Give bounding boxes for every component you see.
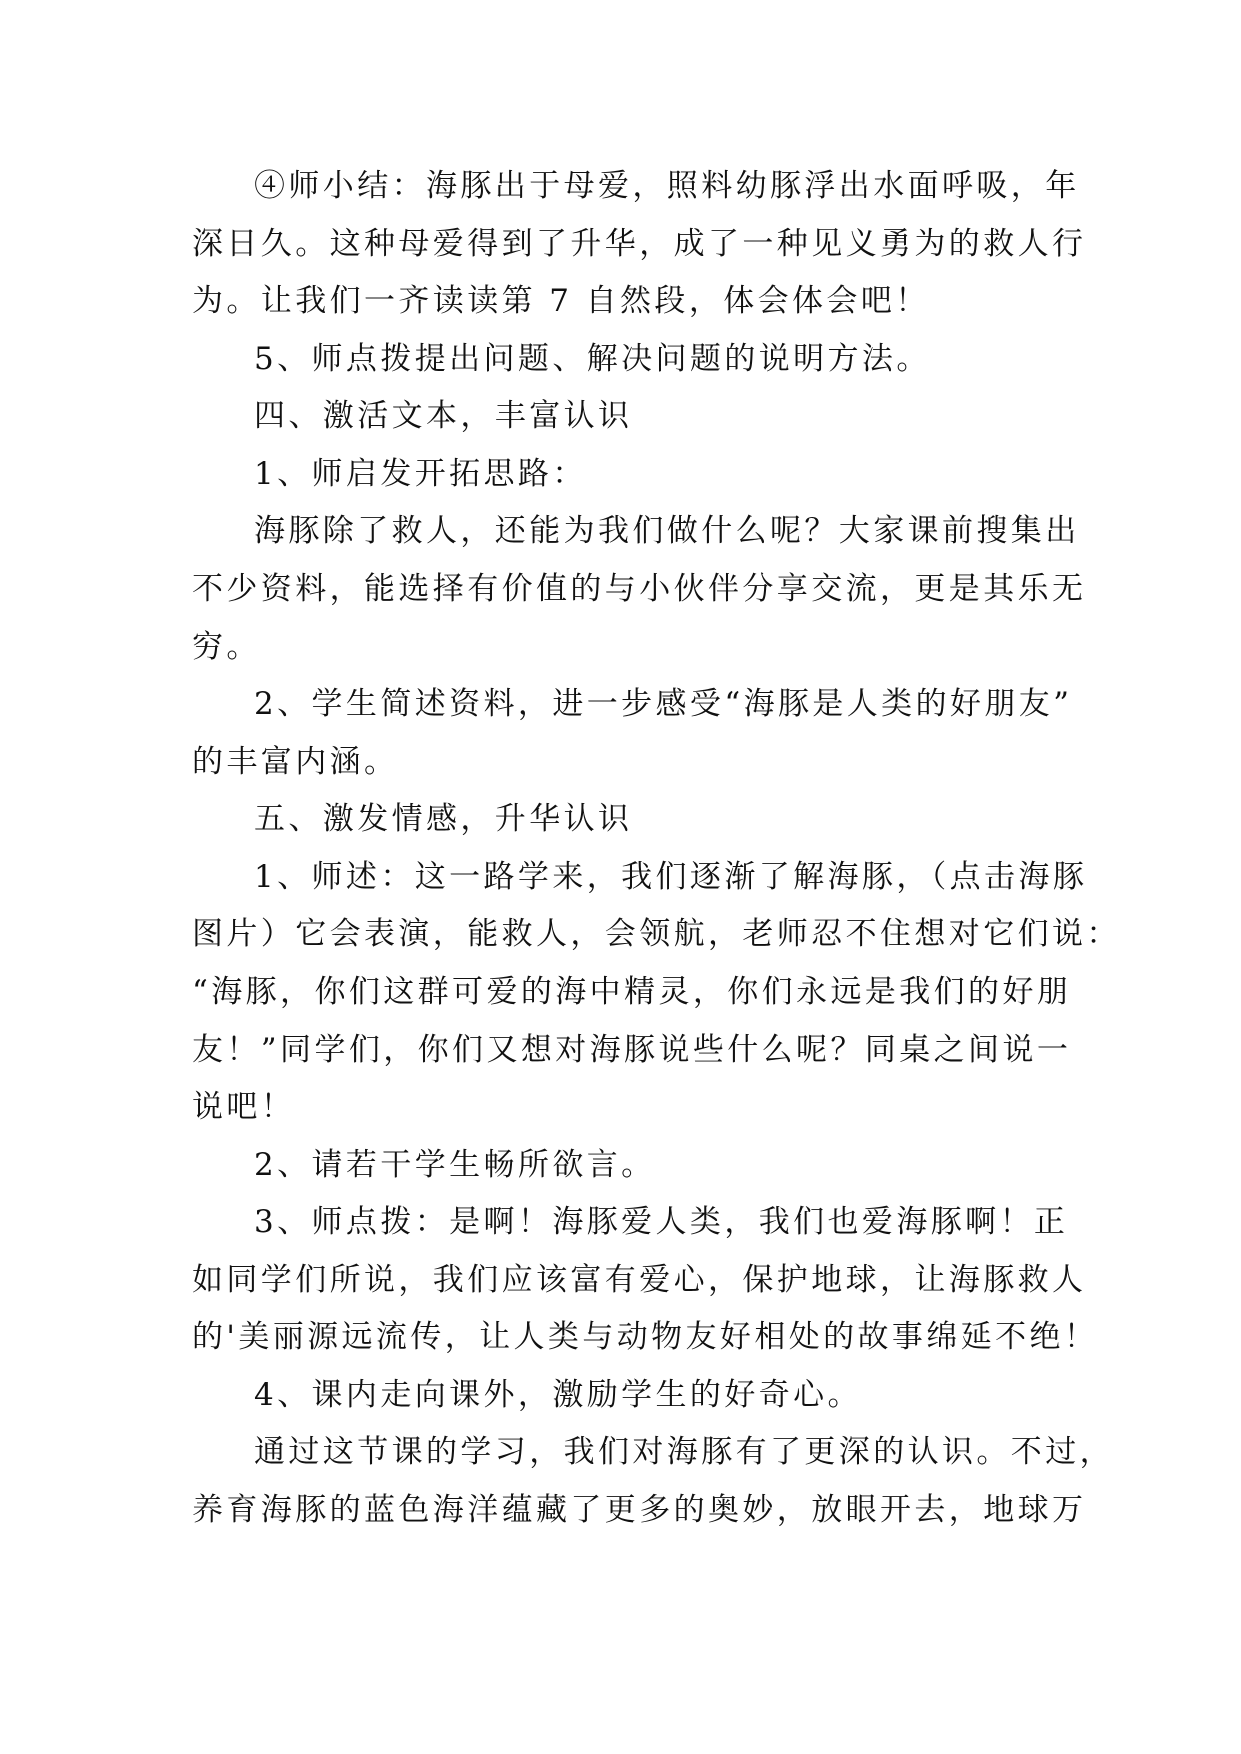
text-line: 5、师点拨提出问题、解决问题的说明方法。 [254,341,931,377]
text-line: 通过这节课的学习，我们对海豚有了更深的认识。不过， [254,1434,1114,1470]
text-line: ④师小结：海豚出于母爱，照料幼豚浮出水面呼吸，年 [254,168,1080,204]
text-line: 深日久。这种母爱得到了升华，成了一种见义勇为的救人行 [192,226,1087,262]
text-line: 海豚除了救人，还能为我们做什么呢？大家课前搜集出 [254,513,1080,549]
text-line: 穷。 [192,629,261,665]
text-line: 1、师述：这一路学来，我们逐渐了解海豚，（点击海豚 [254,859,1088,895]
text-line: 如同学们所说，我们应该富有爱心，保护地球，让海豚救人 [192,1262,1087,1298]
text-line: “海豚，你们这群可爱的海中精灵，你们永远是我们的好朋 [192,974,1072,1010]
section-heading: 四、激活文本，丰富认识 [254,398,633,434]
text-line: 不少资料，能选择有价值的与小伙伴分享交流，更是其乐无 [192,571,1087,607]
text-line: 友！”同学们，你们又想对海豚说些什么呢？同桌之间说一 [192,1032,1072,1068]
text-line: 的丰富内涵。 [192,744,399,780]
text-line: 2、请若干学生畅所欲言。 [254,1147,656,1183]
text-line: 图片）它会表演，能救人，会领航，老师忍不住想对它们说： [192,916,1121,952]
section-heading: 五、激发情感，升华认识 [254,801,633,837]
text-line: 养育海豚的蓝色海洋蕴藏了更多的奥妙，放眼开去，地球万 [192,1492,1087,1528]
text-line: 2、学生简述资料，进一步感受“海豚是人类的好朋友” [254,686,1073,722]
text-line: 的'美丽源远流传，让人类与动物友好相处的故事绵延不绝！ [192,1319,1099,1355]
text-line: 4、课内走向课外，激励学生的好奇心。 [254,1377,862,1413]
text-line: 1、师启发开拓思路： [254,456,587,492]
text-line: 3、师点拨：是啊！海豚爱人类，我们也爱海豚啊！正 [254,1204,1069,1240]
text-line: 说吧！ [192,1089,296,1125]
text-line: 为。让我们一齐读读第 7 自然段，体会体会吧！ [192,283,930,319]
